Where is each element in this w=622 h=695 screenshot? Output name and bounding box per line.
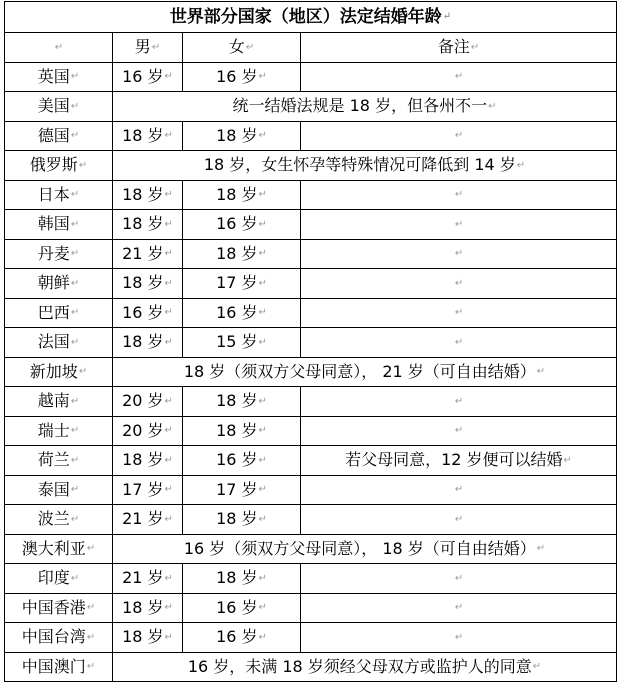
- table-row: [5, 357, 617, 387]
- paragraph-mark-icon: ↵: [258, 454, 267, 466]
- country-cell-text: 法国: [37, 332, 70, 351]
- remark-cell: [301, 121, 617, 151]
- female-age-cell-text: 18 岁: [216, 391, 258, 410]
- paragraph-mark-icon: ↵: [258, 425, 267, 436]
- table-row: [5, 505, 617, 535]
- paragraph-mark-icon: ↵: [516, 159, 526, 171]
- remark-cell: [301, 623, 617, 653]
- title-row: [5, 2, 617, 33]
- paragraph-mark-icon: ↵: [70, 513, 80, 525]
- country-cell-text: 越南: [37, 391, 70, 410]
- paragraph-mark-icon: ↵: [164, 248, 173, 259]
- paragraph-mark-icon: ↵: [164, 277, 173, 289]
- female-age-cell-text: 16 岁: [216, 450, 258, 469]
- table-row: [5, 564, 617, 594]
- female-age-cell-text: 15 岁: [216, 332, 258, 351]
- paragraph-mark-icon: ↵: [70, 336, 80, 348]
- paragraph-mark-icon: ↵: [164, 513, 173, 525]
- paragraph-mark-icon: ↵: [454, 307, 464, 318]
- paragraph-mark-icon: ↵: [258, 71, 267, 82]
- header-remark: [301, 33, 617, 63]
- table-row: [5, 328, 617, 358]
- paragraph-mark-icon: ↵: [164, 631, 173, 643]
- paragraph-mark-icon: ↵: [70, 218, 80, 230]
- country-cell: [5, 534, 113, 564]
- paragraph-mark-icon: ↵: [86, 543, 96, 554]
- paragraph-mark-icon: ↵: [442, 11, 452, 23]
- country-cell-text: 中国台湾: [21, 627, 86, 646]
- country-cell-text: 新加坡: [29, 361, 78, 381]
- country-cell-text: 澳大利亚: [21, 538, 86, 558]
- male-age-cell-text: 18 岁: [122, 627, 164, 646]
- paragraph-mark-icon: ↵: [245, 41, 255, 53]
- country-cell-text: 荷兰: [37, 450, 70, 469]
- paragraph-mark-icon: ↵: [164, 307, 173, 318]
- remark-cell: [301, 298, 617, 328]
- male-age-cell-text: 18 岁: [122, 450, 164, 469]
- header-male: [113, 33, 183, 63]
- male-age-cell-text: 18 岁: [122, 214, 164, 233]
- paragraph-mark-icon: ↵: [86, 602, 96, 613]
- paragraph-mark-icon: ↵: [164, 484, 173, 495]
- male-age-cell-text: 21 岁: [122, 509, 164, 528]
- paragraph-mark-icon: ↵: [70, 454, 80, 466]
- paragraph-mark-icon: ↵: [454, 631, 464, 643]
- paragraph-mark-icon: ↵: [164, 454, 173, 466]
- female-age-cell: [183, 328, 301, 358]
- paragraph-mark-icon: ↵: [164, 425, 173, 436]
- country-cell-text: 印度: [37, 568, 70, 587]
- remark-cell: [301, 564, 617, 594]
- merged-cell-text: 16 岁（须双方父母同意）， 18 岁（可自由结婚）: [183, 538, 536, 558]
- paragraph-mark-icon: ↵: [536, 366, 546, 377]
- country-cell: [5, 62, 113, 92]
- country-cell-text: 英国: [37, 66, 70, 86]
- country-cell: [5, 210, 113, 240]
- female-age-cell: [183, 387, 301, 417]
- country-cell-text: 美国: [37, 96, 70, 115]
- table-row: [5, 180, 617, 210]
- country-cell: [5, 298, 113, 328]
- female-age-cell: [183, 505, 301, 535]
- female-age-cell: [183, 210, 301, 240]
- male-age-cell-text: 16 岁: [122, 66, 164, 86]
- paragraph-mark-icon: ↵: [563, 454, 572, 466]
- male-age-cell: [113, 475, 183, 505]
- paragraph-mark-icon: ↵: [258, 130, 267, 141]
- paragraph-mark-icon: ↵: [488, 100, 497, 112]
- country-cell: [5, 151, 113, 181]
- paragraph-mark-icon: ↵: [78, 366, 88, 377]
- country-cell-text: 日本: [37, 184, 70, 204]
- paragraph-mark-icon: ↵: [258, 189, 267, 200]
- female-age-cell-text: 17 岁: [216, 273, 258, 292]
- table-row: [5, 623, 617, 653]
- female-age-cell-text: 16 岁: [216, 302, 258, 322]
- merged-cell: [113, 534, 617, 564]
- paragraph-mark-icon: ↵: [454, 513, 464, 525]
- paragraph-mark-icon: ↵: [70, 189, 80, 200]
- country-cell: [5, 593, 113, 623]
- female-age-cell: [183, 475, 301, 505]
- table-row: [5, 151, 617, 181]
- table-title-text: 世界部分国家（地区）法定结婚年龄: [169, 6, 442, 27]
- country-cell: [5, 92, 113, 122]
- female-age-cell-text: 16 岁: [216, 214, 258, 233]
- male-age-cell-text: 17 岁: [122, 479, 164, 499]
- remark-cell: [301, 239, 617, 269]
- country-cell-text: 瑞士: [37, 420, 70, 440]
- paragraph-mark-icon: ↵: [164, 130, 173, 141]
- paragraph-mark-icon: ↵: [164, 336, 173, 348]
- table-row: [5, 121, 617, 151]
- paragraph-mark-icon: ↵: [164, 218, 173, 230]
- merged-cell-text: 18 岁（须双方父母同意）， 21 岁（可自由结婚）: [183, 361, 536, 381]
- marriage-age-document: [4, 1, 617, 682]
- paragraph-mark-icon: ↵: [454, 189, 464, 200]
- paragraph-mark-icon: ↵: [536, 543, 546, 554]
- male-age-cell: [113, 180, 183, 210]
- paragraph-mark-icon: ↵: [70, 572, 80, 584]
- table-row: [5, 298, 617, 328]
- male-age-cell: [113, 387, 183, 417]
- country-cell-text: 中国澳门: [21, 656, 86, 676]
- paragraph-mark-icon: ↵: [258, 336, 267, 348]
- merged-cell: [113, 92, 617, 122]
- table-row: [5, 446, 617, 476]
- paragraph-mark-icon: ↵: [78, 159, 88, 171]
- country-cell: [5, 564, 113, 594]
- remark-cell: [301, 328, 617, 358]
- male-age-cell: [113, 269, 183, 299]
- country-cell-text: 中国香港: [21, 597, 86, 617]
- male-age-cell: [113, 593, 183, 623]
- paragraph-mark-icon: ↵: [70, 484, 80, 495]
- female-age-cell-text: 18 岁: [216, 243, 258, 263]
- male-age-cell-text: 18 岁: [122, 332, 164, 351]
- country-cell: [5, 505, 113, 535]
- male-age-cell: [113, 564, 183, 594]
- paragraph-mark-icon: ↵: [454, 484, 464, 495]
- country-cell: [5, 180, 113, 210]
- header-female: [183, 33, 301, 63]
- male-age-cell: [113, 416, 183, 446]
- male-age-cell-text: 21 岁: [122, 568, 164, 587]
- male-age-cell: [113, 121, 183, 151]
- paragraph-mark-icon: ↵: [454, 248, 464, 259]
- country-cell: [5, 239, 113, 269]
- country-cell: [5, 121, 113, 151]
- female-age-cell: [183, 180, 301, 210]
- paragraph-mark-icon: ↵: [258, 218, 267, 230]
- paragraph-mark-icon: ↵: [454, 395, 464, 407]
- country-cell: [5, 652, 113, 682]
- male-age-cell: [113, 505, 183, 535]
- paragraph-mark-icon: ↵: [164, 71, 173, 82]
- paragraph-mark-icon: ↵: [258, 277, 267, 289]
- female-age-cell: [183, 564, 301, 594]
- header-male-text: 男: [134, 37, 151, 56]
- header-female-text: 女: [228, 37, 245, 56]
- male-age-cell-text: 21 岁: [122, 243, 164, 263]
- paragraph-mark-icon: ↵: [454, 425, 464, 436]
- female-age-cell: [183, 269, 301, 299]
- paragraph-mark-icon: ↵: [454, 218, 464, 230]
- paragraph-mark-icon: ↵: [454, 71, 464, 82]
- country-cell-text: 韩国: [37, 214, 70, 233]
- paragraph-mark-icon: ↵: [470, 41, 480, 53]
- paragraph-mark-icon: ↵: [164, 395, 173, 407]
- female-age-cell-text: 16 岁: [216, 627, 258, 646]
- female-age-cell-text: 18 岁: [216, 509, 258, 528]
- merged-cell: [113, 357, 617, 387]
- table-row: [5, 269, 617, 299]
- female-age-cell-text: 17 岁: [216, 479, 258, 499]
- remark-cell: [301, 593, 617, 623]
- paragraph-mark-icon: ↵: [86, 631, 96, 643]
- remark-cell: [301, 475, 617, 505]
- paragraph-mark-icon: ↵: [258, 395, 267, 407]
- female-age-cell: [183, 446, 301, 476]
- female-age-cell: [183, 239, 301, 269]
- female-age-cell-text: 18 岁: [216, 184, 258, 204]
- merged-cell-text: 统一结婚法规是 18 岁，但各州不一: [232, 96, 488, 115]
- country-cell: [5, 475, 113, 505]
- country-cell-text: 朝鲜: [37, 273, 70, 292]
- country-cell: [5, 446, 113, 476]
- paragraph-mark-icon: ↵: [454, 336, 464, 348]
- remark-cell: [301, 269, 617, 299]
- paragraph-mark-icon: ↵: [454, 602, 464, 613]
- marriage-age-table: [4, 1, 617, 682]
- male-age-cell-text: 20 岁: [122, 391, 164, 410]
- table-row: [5, 534, 617, 564]
- male-age-cell-text: 18 岁: [122, 125, 164, 145]
- remark-cell: [301, 446, 617, 476]
- table-row: [5, 239, 617, 269]
- paragraph-mark-icon: ↵: [151, 41, 161, 53]
- female-age-cell-text: 16 岁: [216, 66, 258, 86]
- male-age-cell-text: 20 岁: [122, 420, 164, 440]
- country-cell: [5, 357, 113, 387]
- paragraph-mark-icon: ↵: [258, 248, 267, 259]
- female-age-cell: [183, 298, 301, 328]
- male-age-cell-text: 18 岁: [122, 273, 164, 292]
- table-row: [5, 62, 617, 92]
- female-age-cell: [183, 623, 301, 653]
- merged-cell-text: 18 岁，女生怀孕等特殊情况可降低到 14 岁: [203, 155, 516, 174]
- paragraph-mark-icon: ↵: [70, 395, 80, 407]
- remark-cell: [301, 210, 617, 240]
- table-row: [5, 210, 617, 240]
- country-cell-text: 俄罗斯: [29, 155, 78, 174]
- remark-cell-text: 若父母同意，12 岁便可以结婚: [345, 450, 563, 469]
- paragraph-mark-icon: ↵: [70, 425, 80, 436]
- table-row: [5, 92, 617, 122]
- remark-cell: [301, 387, 617, 417]
- male-age-cell: [113, 210, 183, 240]
- male-age-cell: [113, 298, 183, 328]
- paragraph-mark-icon: ↵: [258, 307, 267, 318]
- female-age-cell: [183, 416, 301, 446]
- paragraph-mark-icon: ↵: [258, 631, 267, 643]
- paragraph-mark-icon: ↵: [70, 277, 80, 289]
- remark-cell: [301, 416, 617, 446]
- female-age-cell: [183, 593, 301, 623]
- paragraph-mark-icon: ↵: [258, 572, 267, 584]
- male-age-cell: [113, 446, 183, 476]
- paragraph-mark-icon: ↵: [164, 602, 173, 613]
- country-cell-text: 巴西: [37, 302, 70, 322]
- paragraph-mark-icon: ↵: [54, 41, 64, 53]
- table-row: [5, 652, 617, 682]
- header-country: [5, 33, 113, 63]
- male-age-cell: [113, 623, 183, 653]
- remark-cell: [301, 180, 617, 210]
- paragraph-mark-icon: ↵: [164, 189, 173, 200]
- country-cell-text: 德国: [37, 125, 70, 145]
- merged-cell: [113, 652, 617, 682]
- male-age-cell-text: 18 岁: [122, 597, 164, 617]
- paragraph-mark-icon: ↵: [70, 130, 80, 141]
- country-cell-text: 泰国: [37, 479, 70, 499]
- male-age-cell-text: 16 岁: [122, 302, 164, 322]
- country-cell: [5, 416, 113, 446]
- paragraph-mark-icon: ↵: [70, 71, 80, 82]
- country-cell-text: 波兰: [37, 509, 70, 528]
- country-cell: [5, 387, 113, 417]
- male-age-cell: [113, 62, 183, 92]
- male-age-cell: [113, 328, 183, 358]
- female-age-cell-text: 16 岁: [216, 597, 258, 617]
- paragraph-mark-icon: ↵: [70, 307, 80, 318]
- female-age-cell: [183, 62, 301, 92]
- female-age-cell-text: 18 岁: [216, 125, 258, 145]
- country-cell: [5, 623, 113, 653]
- remark-cell: [301, 505, 617, 535]
- remark-cell: [301, 62, 617, 92]
- male-age-cell: [113, 239, 183, 269]
- table-row: [5, 475, 617, 505]
- female-age-cell-text: 18 岁: [216, 568, 258, 587]
- male-age-cell-text: 18 岁: [122, 184, 164, 204]
- paragraph-mark-icon: ↵: [70, 248, 80, 259]
- country-cell-text: 丹麦: [37, 243, 70, 263]
- paragraph-mark-icon: ↵: [86, 661, 96, 672]
- country-cell: [5, 328, 113, 358]
- paragraph-mark-icon: ↵: [70, 100, 80, 112]
- header-remark-text: 备注: [437, 37, 470, 56]
- merged-cell: [113, 151, 617, 181]
- merged-cell-text: 16 岁，未满 18 岁须经父母双方或监护人的同意: [187, 656, 532, 676]
- table-row: [5, 387, 617, 417]
- paragraph-mark-icon: ↵: [532, 661, 542, 672]
- paragraph-mark-icon: ↵: [454, 572, 464, 584]
- table-row: [5, 593, 617, 623]
- paragraph-mark-icon: ↵: [258, 602, 267, 613]
- female-age-cell: [183, 121, 301, 151]
- paragraph-mark-icon: ↵: [164, 572, 173, 584]
- table-title: [5, 2, 617, 33]
- female-age-cell-text: 18 岁: [216, 420, 258, 440]
- paragraph-mark-icon: ↵: [258, 513, 267, 525]
- paragraph-mark-icon: ↵: [454, 130, 464, 141]
- header-row: [5, 33, 617, 63]
- table-row: [5, 416, 617, 446]
- paragraph-mark-icon: ↵: [258, 484, 267, 495]
- paragraph-mark-icon: ↵: [454, 277, 464, 289]
- country-cell: [5, 269, 113, 299]
